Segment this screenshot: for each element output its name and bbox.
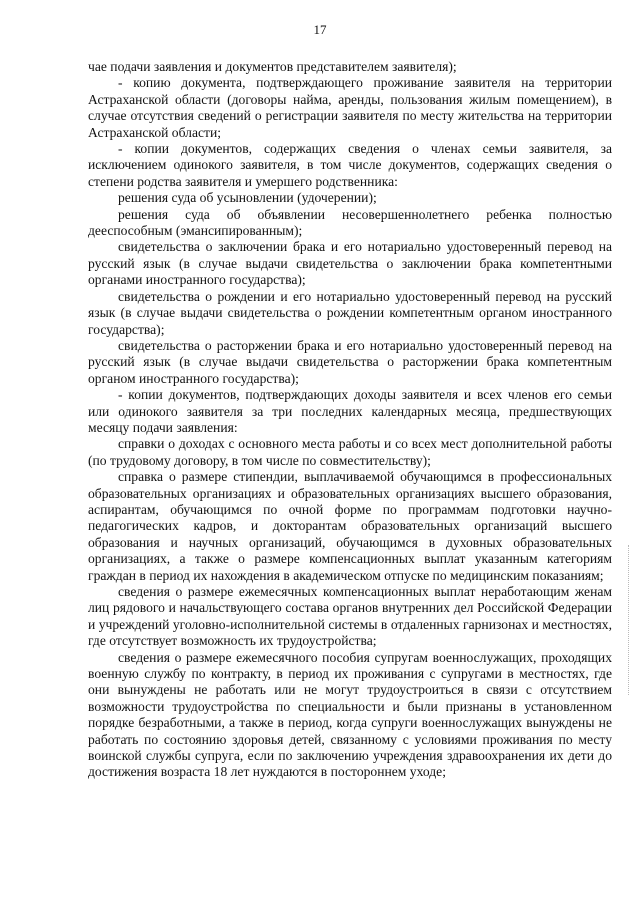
scan-margin-mark <box>628 545 630 695</box>
paragraph: сведения о размере ежемесячных компенсационных выплат неработающим женам лиц рядового и начальствующего состава органов внутренних дел Российской Федерации и учреждений уголовно-исполнительной системы в отдаленных гарнизонах и местностях, где отсутствует возможность их трудоустройства; <box>88 584 612 649</box>
paragraph: - копию документа, подтверждающего проживание заявителя на территории Астраханской области (договоры найма, аренды, пользования жилым помещением), в случае отсутствия сведений о регистрации заявителя по месту жительства на территории Астраханской области; <box>88 75 612 140</box>
page-number: 17 <box>313 22 327 37</box>
paragraph: справка о размере стипендии, выплачиваемой обучающимся в профессиональных образовательных организациях и образовательных организациях высшего образования, аспирантам, обучающимся по очной форме по программам подготовки научно-педагогических кадров, и докторантам образовательных организаций высшего образования и научных организаций, обучающимся в духовных образовательных организациях, а также о размере компенсационных выплат указанным категориям граждан в период их нахождения в академическом отпуске по медицинским показаниям; <box>88 469 612 583</box>
paragraph: справки о доходах с основного места работы и со всех мест дополнительной работы (по трудовому договору, в том числе по совместительству); <box>88 436 612 468</box>
paragraph: - копии документов, содержащих сведения о членах семьи заявителя, за исключением одинокого заявителя, в том числе документов, содержащих сведения о степени родства заявителя и умершего родственника: <box>88 141 612 189</box>
paragraph: сведения о размере ежемесячного пособия супругам военнослужащих, проходящих военную службу по контракту, в период их проживания с супругами в местностях, где они вынуждены не работать или не могут трудоустроиться в связи с отсутствием возможности трудоустройства по специальности и были признаны в установленном порядке безработными, а также в период, когда супруги военнослужащих вынуждены не работать по состоянию здоровья детей, связанному с условиями проживания по месту воинской службы супруга, если по заключению учреждения здравоохранения их дети до достижения возраста 18 лет нуждаются в постороннем уходе; <box>88 649 612 780</box>
paragraph: свидетельства о рождении и его нотариально удостоверенный перевод на русский язык (в случае выдачи свидетельства о рождении компетентным органом иностранного государства); <box>88 288 612 337</box>
paragraph: решения суда об объявлении несовершеннолетнего ребенка полностью дееспособным (эмансипированным); <box>88 206 612 239</box>
paragraph: свидетельства о заключении брака и его нотариально удостоверенный перевод на русский язык (в случае выдачи свидетельства о заключении брака компетентными органами иностранного государства); <box>88 239 612 288</box>
paragraph: чае подачи заявления и документов представителем заявителя); <box>88 59 457 74</box>
body-text <box>88 59 612 781</box>
paragraph: решения суда об усыновлении (удочерении); <box>118 190 377 206</box>
paragraph: свидетельства о расторжении брака и его нотариально удостоверенный перевод на русский язык (в случае выдачи свидетельства о расторжении брака компетентным органом иностранного государства); <box>88 337 612 386</box>
paragraph: - копии документов, подтверждающих доходы заявителя и всех членов его семьи или одинокого заявителя за три последних календарных месяца, предшествующих месяцу подачи заявления: <box>88 387 612 435</box>
